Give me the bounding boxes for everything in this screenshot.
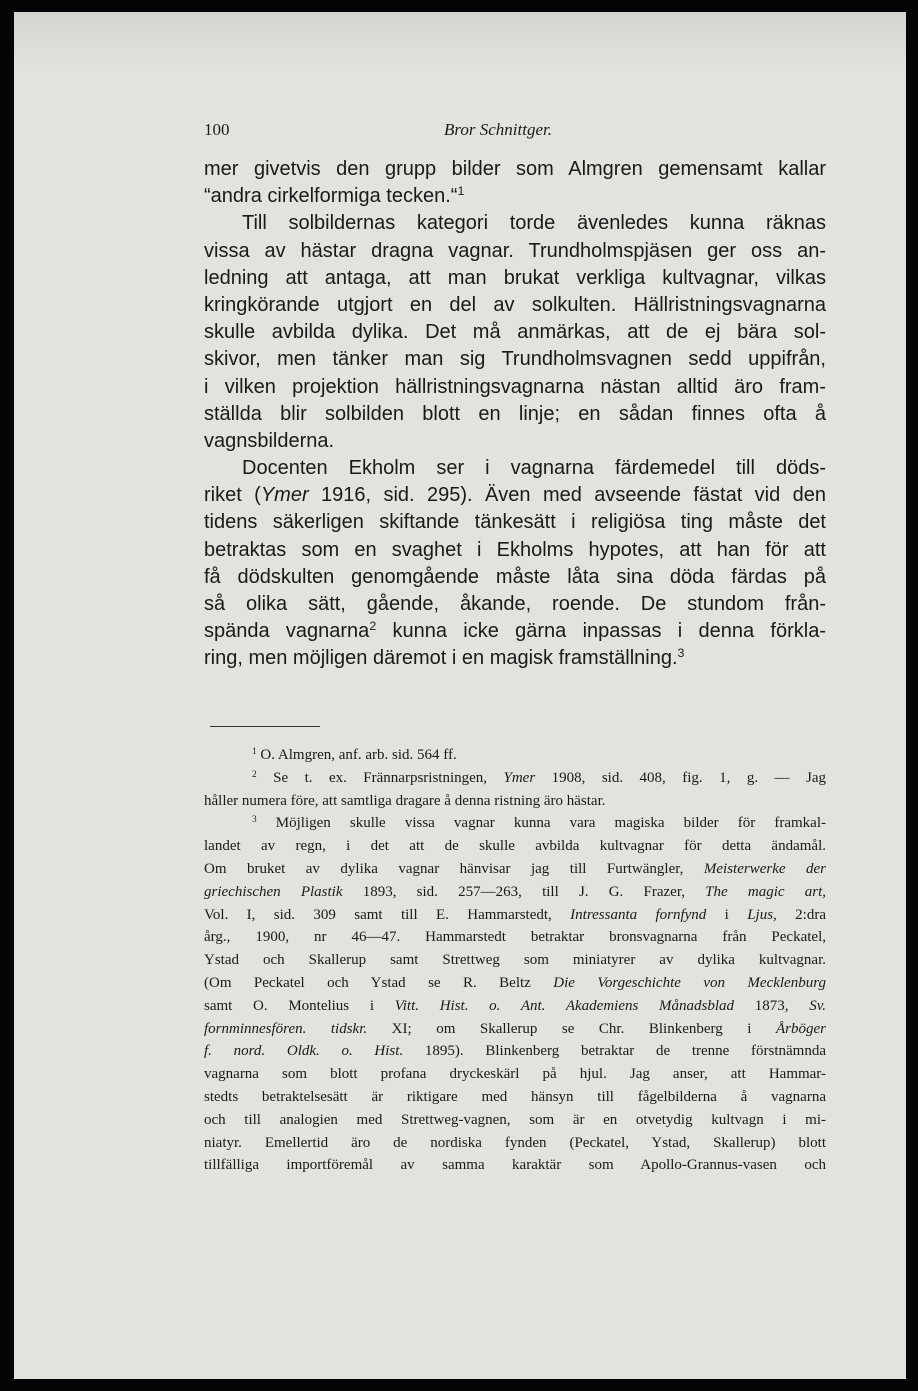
- footnote-line: och till analogien med Strettweg-vagnen, som är en otvetydig kultvagn i mi-: [204, 1111, 826, 1128]
- footnote-rule: [210, 726, 320, 727]
- footnote-line: Om bruket av dylika vagnar hänvisar jag till Furtwängler, Meisterwerke der: [204, 860, 826, 877]
- footnote-line: Vol. I, sid. 309 samt till E. Hammarstedt, Intressanta fornfynd i Ljus, 2:dra: [204, 906, 826, 923]
- text-line: skivor, men tänker man sig Trundholmsvagnen sedd uppifrån,: [204, 348, 826, 371]
- footnote-line: stedts betraktelsesätt är riktigare med hänsyn till fågelbilderna å vagnarna: [204, 1088, 826, 1105]
- text-line: spända vagnarna$^2$ kunna icke gärna inpassas i denna förkla-: [204, 619, 826, 643]
- book-page: [14, 12, 906, 1379]
- footnote-1: $^1$ O. Almgren, anf. arb. sid. 564 ff.: [252, 746, 457, 763]
- footnote-line: f. nord. Oldk. o. Hist. 1895). Blinkenberg betraktar de trenne förstnämnda: [204, 1043, 826, 1060]
- text-line: riket (Ymer 1916, sid. 295). Även med avseende fästat vid den: [204, 484, 826, 507]
- footnote-line: fornminnesfören. tidskr. XI; om Skallerup se Chr. Blinkenberg i Årböger: [204, 1020, 826, 1037]
- text-line: vagnsbilderna.: [204, 429, 335, 452]
- body-text: [204, 156, 826, 673]
- footnote-line: landet av regn, i det att de skulle avbilda kultvagnar för detta ändamål.: [204, 838, 826, 855]
- footnote-line: vagnarna som blott profana dryckeskärl på hjul. Jag anser, att Hammar-: [204, 1066, 826, 1083]
- text-line: ställda blir solbilden blott en linje; en sådan finnes ofta å: [204, 402, 826, 425]
- running-head: Bror Schnittger.: [444, 120, 552, 139]
- footnote-line: Ystad och Skallerup samt Strettweg som miniatyrer av dylika kultvagnar.: [204, 952, 826, 969]
- text-line: “andra cirkelformiga tecken.“$^1$: [204, 184, 465, 208]
- footnote-line: (Om Peckatel och Ystad se R. Beltz Die Vorgeschichte von Mecklenburg: [204, 974, 826, 991]
- footnote-ref: 1: [457, 184, 465, 199]
- text-line: ring, men möjligen däremot i en magisk framställning.$^3$: [204, 646, 685, 670]
- footnote-line: griechischen Plastik 1893, sid. 257—263, till J. G. Frazer, The magic art,: [204, 883, 826, 900]
- text-line: Till solbildernas kategori torde ävenledes kunna räknas: [242, 212, 826, 235]
- text-line: så olika sätt, gående, åkande, roende. De stundom från-: [204, 593, 826, 615]
- text-line: kringkörande utgjort en del av solkulten. Hällristningsvagnarna: [204, 293, 826, 316]
- text-line: i vilken projektion hällristningsvagnarna nästan alltid äro fram-: [204, 375, 826, 398]
- page-header: [204, 120, 826, 148]
- footnote-ref: 3: [677, 646, 685, 661]
- footnote-3: $^3$ Möjligen skulle vissa vagnar kunna vara magiska bilder för framkal-: [252, 815, 826, 832]
- page-number: 100: [204, 120, 230, 139]
- footnote-line: årg., 1900, nr 46—47. Hammarstedt betraktar bronsvagnarna från Peckatel,: [204, 929, 826, 946]
- footnote-line: tillfälliga importföremål av samma karaktär som Apollo-Grannus-vasen och: [204, 1157, 826, 1174]
- scan-shadow: [14, 12, 906, 72]
- footnotes: [204, 744, 826, 1177]
- text-line: vissa av hästar dragna vagnar. Trundholmspjäsen ger oss an-: [204, 239, 826, 262]
- footnote-line: niatyr. Emellertid äro de nordiska fynden (Peckatel, Ystad, Skallerup) blott: [204, 1134, 826, 1151]
- text-line: tidens säkerligen skiftande tänkesätt i religiösa ting måste det: [204, 511, 826, 534]
- footnote-line: håller numera före, att samtliga dragare å denna ristning äro hästar.: [204, 792, 606, 809]
- text-line: mer givetvis den grupp bilder som Almgren gemensamt kallar: [204, 158, 826, 180]
- text-line: skulle avbilda dylika. Det må anmärkas, att de ej bära sol-: [204, 321, 826, 344]
- footnote-ref: 2: [369, 619, 377, 634]
- text-line: betraktas som en svaghet i Ekholms hypotes, att han för att: [204, 538, 826, 561]
- journal-title: Ymer: [260, 484, 309, 507]
- footnote-line: samt O. Montelius i Vitt. Hist. o. Ant. Akademiens Månadsblad 1873, Sv.: [204, 997, 826, 1014]
- text-line: Docenten Ekholm ser i vagnarna färdemedel till döds-: [242, 457, 826, 480]
- text-line: ledning att antaga, att man brukat verkliga kultvagnar, vilkas: [204, 266, 826, 289]
- text-line: få dödskulten genomgående måste låta sina döda färdas på: [204, 565, 826, 588]
- footnote-2: $^2$ Se t. ex. Frännarpsristningen, Ymer 1908, sid. 408, fig. 1, g. — Jag: [252, 769, 826, 786]
